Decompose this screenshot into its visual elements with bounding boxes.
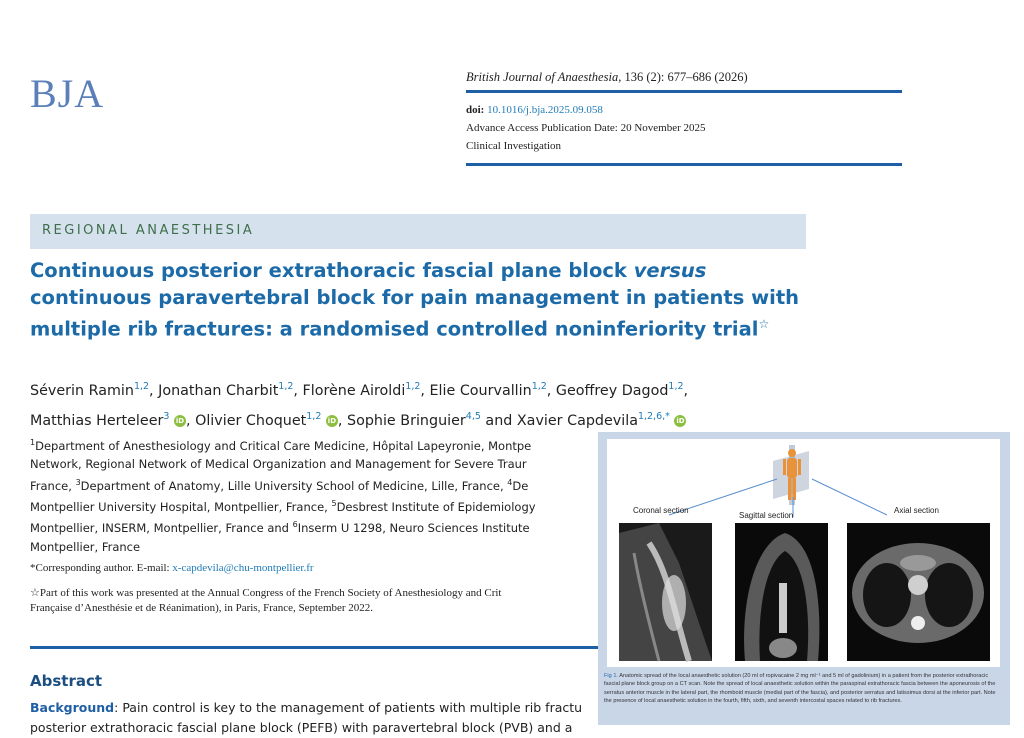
abstract-background-label: Background — [30, 700, 115, 715]
journal-citation — [466, 70, 902, 90]
sagittal-label: Sagittal section — [739, 511, 794, 520]
author-name[interactable]: Geoffrey Dagod — [555, 382, 669, 399]
title-footnote-mark[interactable]: ☆ — [758, 317, 770, 331]
abstract-line-2: posterior extrathoracic fascial plane block (PEFB) with paravertebral block (PVB) and a — [30, 720, 573, 735]
figure-number: Fig 1. — [604, 673, 618, 679]
journal-logo: BJA — [30, 71, 105, 116]
figure-caption — [604, 672, 1004, 706]
title-part1: Continuous posterior extrathoracic fascial plane block — [30, 259, 634, 282]
journal-info — [466, 70, 902, 166]
abstract-rule — [30, 646, 608, 649]
coronal-label: Coronal section — [633, 506, 689, 515]
author-name[interactable]: Xavier Capdevila — [516, 412, 638, 429]
abstract-background-text: : Pain control is key to the management of patients with multiple rib fractu — [114, 700, 583, 715]
author-name[interactable]: Matthias Herteleer — [30, 412, 164, 429]
header-rule-bottom — [466, 163, 902, 166]
author-affiliation-ref[interactable]: 1,2 — [405, 381, 421, 392]
abstract-heading: Abstract — [30, 672, 103, 690]
axial-ct-image — [847, 523, 990, 661]
title-versus: versus — [633, 259, 707, 282]
author-name[interactable]: Séverin Ramin — [30, 382, 134, 399]
abstract-text — [30, 698, 598, 735]
title-part2: continuous paravertebral block for pain management in patients with multiple rib fractures: a randomised controlled noninferiority trial — [30, 286, 800, 341]
footnote-line: ☆Part of this work was presented at the Annual Congress of the French Society of Anesthesiology and Crit — [30, 587, 502, 599]
footnote — [30, 586, 598, 616]
author-affiliation-ref[interactable]: 1,2 — [531, 381, 547, 392]
author-affiliation-ref[interactable]: 1,2,6,* — [637, 410, 670, 422]
axial-label: Axial section — [894, 506, 939, 515]
affiliation-line: France, $^3$Department of Anatomy, Lille University School of Medicine, Lille, France, $^4$De — [30, 477, 529, 493]
author-name[interactable]: Olivier Choquet — [195, 412, 307, 429]
author-affiliation-ref[interactable]: 4,5 — [465, 410, 481, 422]
coronal-ct-image — [619, 523, 712, 661]
article-title — [30, 257, 810, 343]
advance-access: Advance Access Publication Date: 20 November 2025 — [466, 122, 706, 134]
corresponding-author — [30, 562, 600, 574]
author-name[interactable]: Florène Airoldi — [302, 382, 406, 399]
author-name[interactable]: Jonathan Charbit — [158, 382, 279, 399]
journal-name: British Journal of Anaesthesia — [466, 70, 619, 84]
orcid-icon[interactable]: iD — [175, 416, 185, 425]
affiliation-line: $^1$Department of Anesthesiology and Critical Care Medicine, Hôpital Lapeyronie, Montpe — [30, 438, 532, 453]
corresponding-prefix: *Corresponding author. E-mail: — [30, 562, 173, 574]
article-type: Clinical Investigation — [466, 140, 562, 152]
author-affiliation-ref[interactable]: 3 — [163, 410, 170, 422]
author-affiliation-ref[interactable]: 1,2 — [668, 381, 684, 392]
affiliation-line: Montpellier University Hospital, Montpellier, France, $^5$Desbrest Institute of Epidemiology — [30, 499, 536, 514]
author-name[interactable]: Elie Courvallin — [429, 382, 532, 399]
figure-1[interactable] — [598, 432, 1010, 725]
doi-link[interactable]: 10.1016/j.bja.2025.09.058 — [487, 104, 603, 116]
figure-caption-text: Anatomic spread of the local anaesthetic solution (20 ml of ropivacaine 2 mg ml⁻¹ and 5 ml of gadolinium) in a patient from the posterior extrathoracic fascial plane block group on a CT scan. Note the spread of local anaesthetic solution within the paraspinal extrathoracic fascia between the aponeurosis of the serratus anterior muscle in the lateral part, the rhomboid muscle (medial part of the fascia), and posterior serratus and latissimus dorsi at the inferior part. Note the presence of local anaesthetic solution in the fourth, fifth, sixth, and seventh intercostal spaces related to rib fractures. — [604, 673, 996, 705]
sagittal-ct-image — [735, 523, 828, 661]
affiliation-line: Network, Regional Network of Medical Organization and Management for Severe Traur — [30, 457, 527, 472]
orcid-icon[interactable]: iD — [676, 416, 685, 425]
author-affiliation-ref[interactable]: 1,2 — [278, 381, 294, 392]
doi-label: doi: — [466, 104, 485, 116]
orcid-icon[interactable]: iD — [327, 416, 337, 425]
section-label: REGIONAL ANAESTHESIA — [42, 223, 255, 238]
affiliations — [30, 434, 600, 554]
author-affiliation-ref[interactable]: 1,2 — [306, 410, 322, 422]
article-meta — [466, 93, 902, 155]
author-name[interactable]: Sophie Bringuier — [347, 412, 466, 429]
author-affiliation-ref[interactable]: 1,2 — [133, 381, 150, 392]
figure-image-panel — [607, 439, 1000, 667]
footnote-line: Française d’Anesthésie et de Réanimation), in Paris, France, September 2022. — [30, 602, 374, 614]
affiliation-line: Montpellier, France — [30, 539, 141, 554]
corresponding-email-link[interactable]: x-capdevila@chu-montpellier.fr — [172, 562, 314, 574]
section-banner — [30, 214, 806, 249]
author-list: Séverin Ramin$^{1,2}$, Jonathan Charbit$^{1,2}$, Florène Airoldi$^{1,2}$, Elie Courvallin$^{1,2}$, Geoffrey Dagod$^{1,2}$, Matthias Herteleer$^3$ iD , Olivier Choquet$^{1,2}$ iD , Sophie Bringuier$^{4,5}$ and Xavier Capdevila$^{1,2,6,*}$ iD — [30, 381, 689, 429]
author-conjunction: and — [480, 412, 517, 429]
affiliation-line: Montpellier, INSERM, Montpellier, France and $^6$Inserm U 1298, Neuro Sciences Institute — [30, 520, 530, 536]
journal-volume: , 136 (2): 677–686 (2026) — [618, 70, 748, 84]
